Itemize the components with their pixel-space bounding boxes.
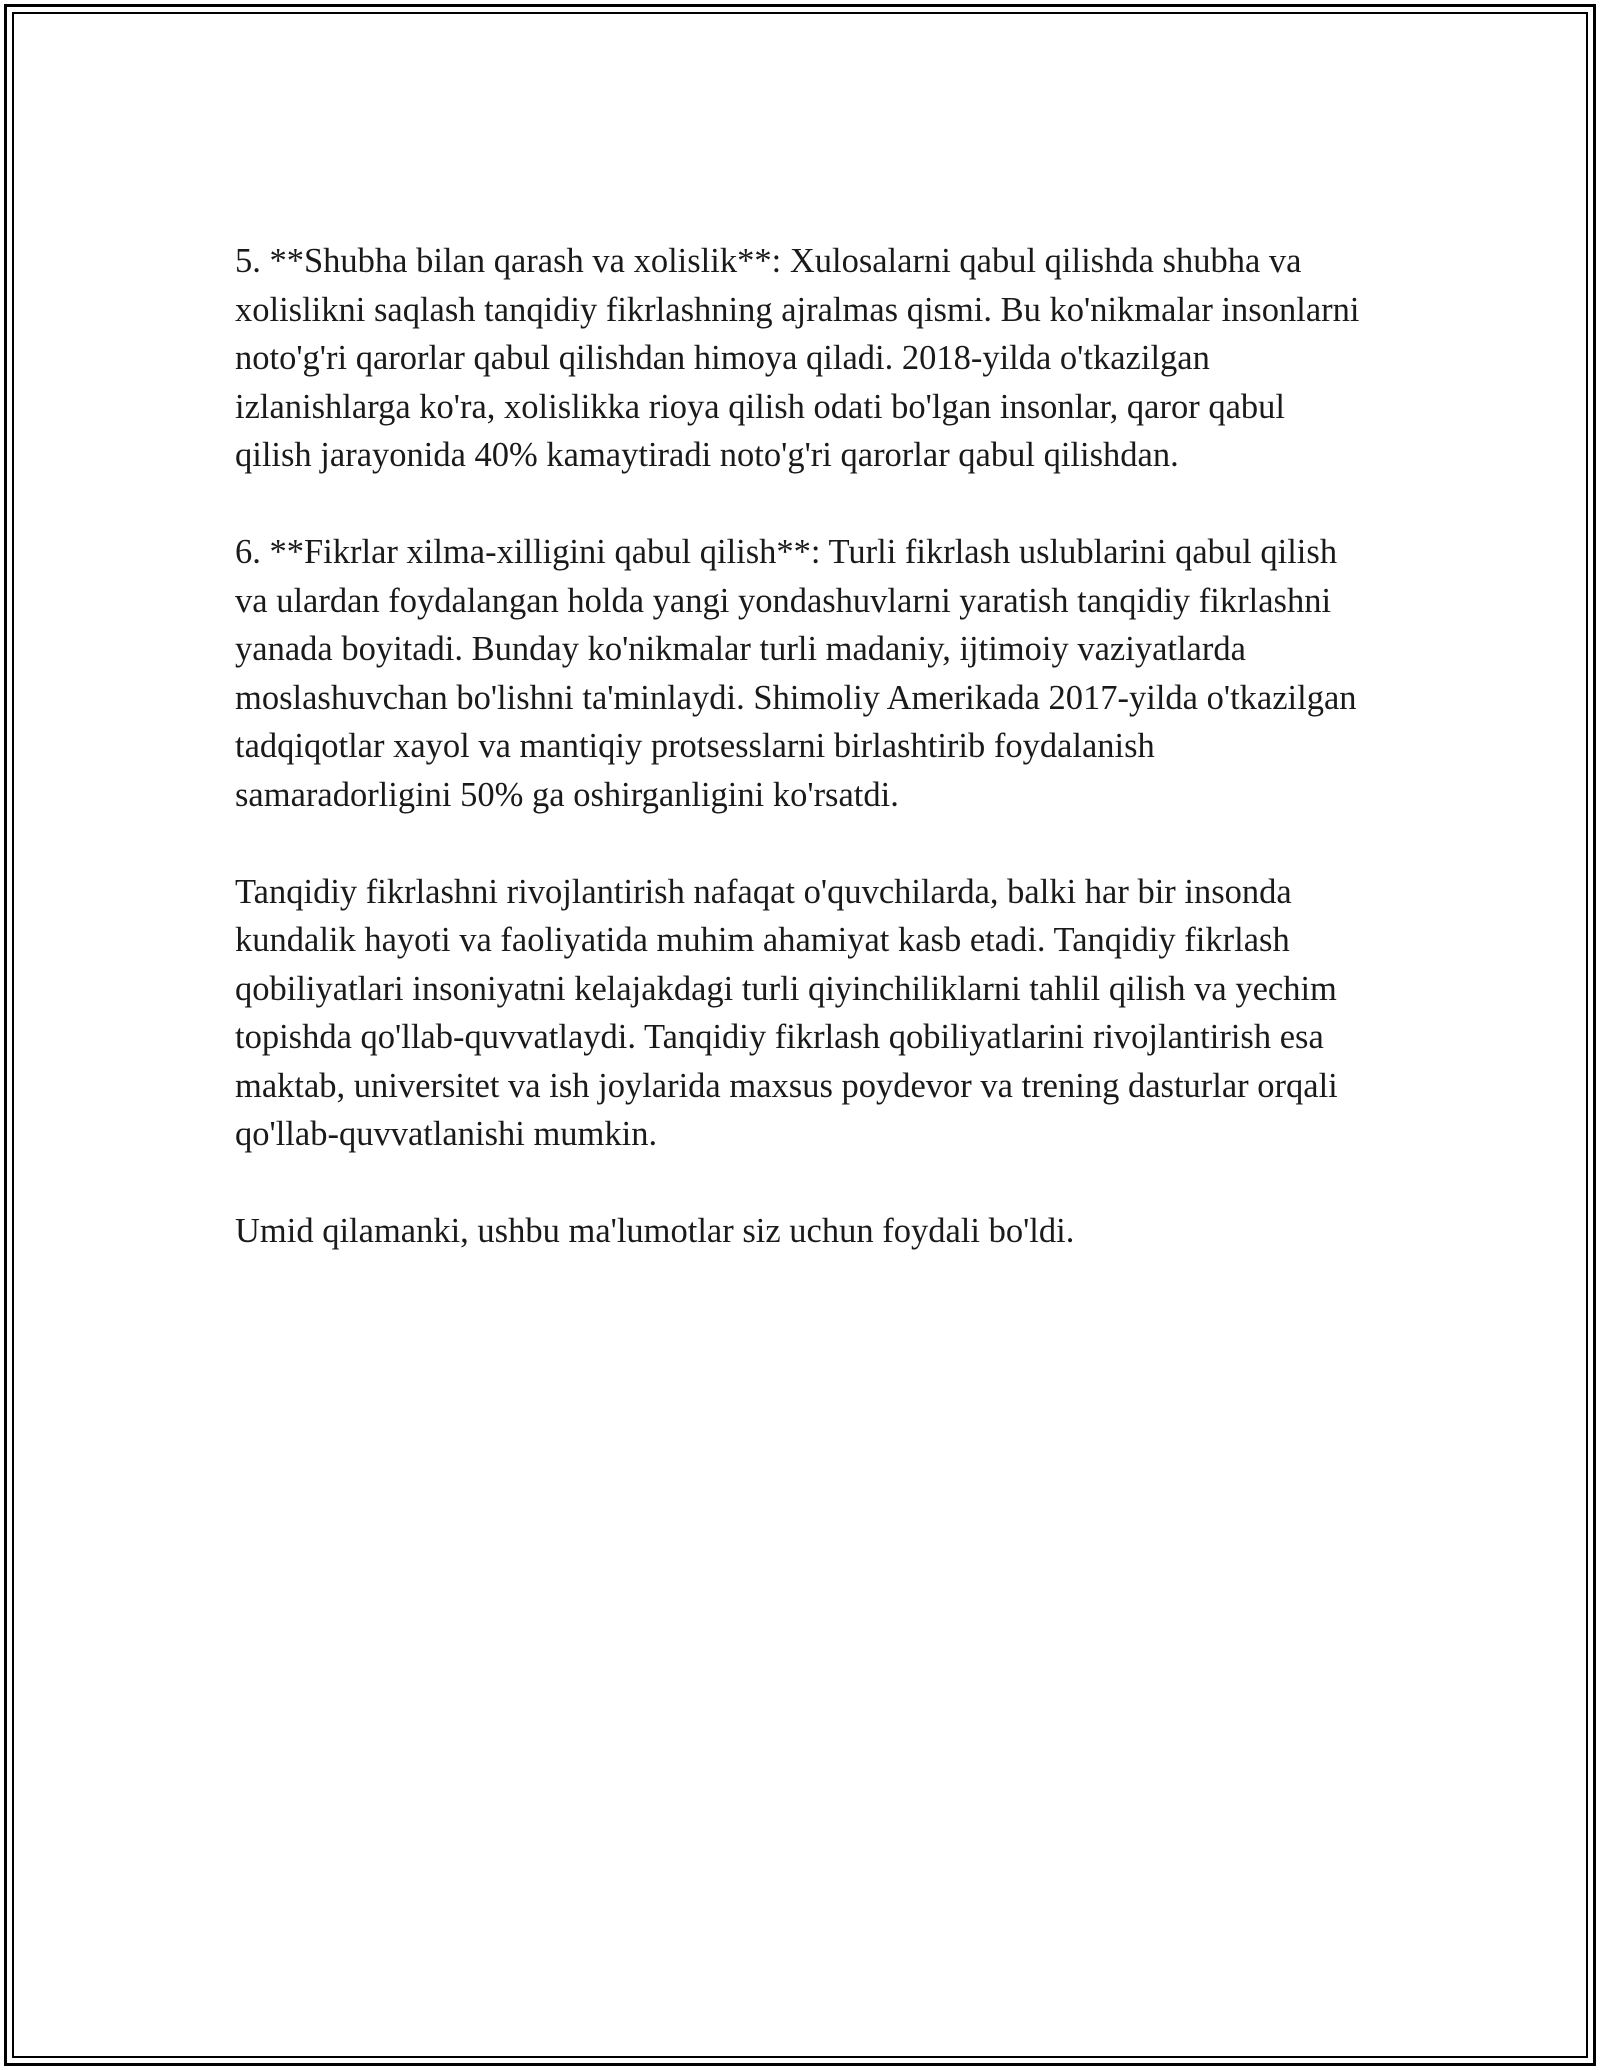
paragraph-item-6-diversity: 6. **Fikrlar xilma-xilligini qabul qilish**: Turli fikrlash uslublarini qabul qilish va ulardan foydalangan holda yangi yondashuvlarni yaratish tanqidiy fikrlashni yanada boyitadi. Bunday ko'nikmalar turli madaniy, ijtimoiy vaziyatlarda moslashuvchan bo'lishni ta'minlaydi. Shimoliy Amerikada 2017-yilda o'tkazilgan tadqiqotlar xayol va mantiqiy protsesslarni birlashtirib foydalanish samaradorligini 50% ga oshirganligini ko'rsatdi.	[235, 533, 1357, 814]
paragraph-closing: Umid qilamanki, ushbu ma'lumotlar siz uchun foydali bo'ldi.	[235, 1212, 1075, 1250]
document-body	[235, 237, 1370, 1304]
paragraph-item-5-skepticism: 5. **Shubha bilan qarash va xolislik**: Xulosalarni qabul qilishda shubha va xolislikni saqlash tanqidiy fikrlashning ajralmas qismi. Bu ko'nikmalar insonlarni noto'g'ri qarorlar qabul qilishdan himoya qiladi. 2018-yilda o'tkazilgan izlanishlarga ko'ra, xolislikka rioya qilish odati bo'lgan insonlar, qaror qabul qilish jarayonida 40% kamaytiradi noto'g'ri qarorlar qabul qilishdan.	[235, 242, 1360, 474]
paragraph-conclusion: Tanqidiy fikrlashni rivojlantirish nafaqat o'quvchilarda, balki har bir insonda kundalik hayoti va faoliyatida muhim ahamiyat kasb etadi. Tanqidiy fikrlash qobiliyatlari insoniyatni kelajakdagi turli qiyinchiliklarni tahlil qilish va yechim topishda qo'llab-quvvatlaydi. Tanqidiy fikrlash qobiliyatlarini rivojlantirish esa maktab, universitet va ish joylarida maxsus poydevor va trening dasturlar orqali qo'llab-quvvatlanishi mumkin.	[235, 872, 1338, 1153]
